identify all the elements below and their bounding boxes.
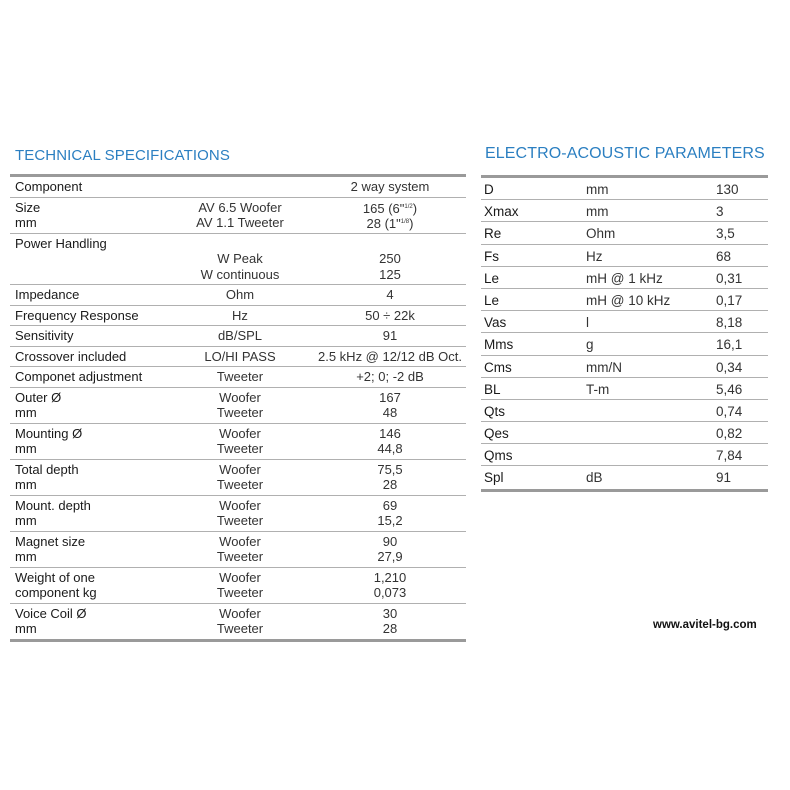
parameter-name: Vas — [484, 315, 507, 331]
spec-row — [10, 198, 466, 234]
spec-value-close: ) — [409, 216, 414, 231]
spec-label: component kg — [15, 585, 97, 600]
spec-value-cell — [310, 287, 470, 303]
spec-unit: Woofer — [219, 569, 261, 585]
spec-line — [10, 462, 466, 478]
spec-label: Componet adjustment — [15, 369, 143, 384]
parameter-unit: Hz — [586, 248, 603, 264]
spec-label: mm — [15, 549, 37, 564]
spec-value-cell — [310, 549, 470, 565]
spec-value: 91 — [382, 328, 398, 343]
spec-value: 28 — [382, 477, 398, 492]
spec-label: Voice Coil Ø — [15, 605, 87, 621]
spec-value-cell — [310, 585, 470, 601]
parameter-row — [481, 245, 768, 267]
spec-label: Frequency Response — [15, 307, 139, 323]
parameter-row — [481, 400, 768, 422]
spec-label: mm — [15, 441, 37, 456]
spec-line — [10, 369, 466, 385]
parameter-value: 8,18 — [716, 315, 743, 331]
parameter-name: Fs — [484, 248, 499, 264]
parameter-row — [481, 222, 768, 244]
spec-line — [10, 426, 466, 442]
spec-row — [10, 234, 466, 286]
spec-value-cell — [310, 390, 470, 406]
spec-line — [10, 179, 466, 195]
spec-row — [10, 388, 466, 424]
parameter-name: Cms — [484, 359, 512, 375]
spec-value-cell — [310, 200, 470, 217]
spec-label: mm — [15, 621, 37, 636]
spec-unit: AV 1.1 Tweeter — [196, 215, 284, 230]
spec-unit: Tweeter — [216, 405, 264, 420]
spec-value-cell — [310, 328, 470, 344]
spec-value: 125 — [379, 266, 401, 282]
spec-label: Mounting Ø — [15, 425, 83, 441]
spec-unit: Woofer — [219, 533, 261, 549]
spec-label: Crossover included — [15, 348, 127, 364]
spec-value: 15,2 — [377, 513, 403, 528]
spec-row — [10, 306, 466, 327]
parameter-value: 3 — [716, 204, 724, 220]
spec-row — [10, 326, 466, 347]
spec-line — [10, 251, 466, 267]
parameter-unit: g — [586, 337, 594, 353]
parameter-name: Le — [484, 270, 500, 286]
parameter-name: Qes — [484, 426, 509, 442]
spec-line — [10, 534, 466, 550]
parameter-unit: mm — [586, 204, 609, 220]
spec-row — [10, 568, 466, 604]
spec-line — [10, 215, 466, 231]
spec-row — [10, 347, 466, 368]
spec-value-cell — [310, 606, 470, 622]
spec-line — [10, 390, 466, 406]
spec-line — [10, 405, 466, 421]
parameter-unit: dB — [586, 470, 603, 486]
spec-value: 0,073 — [373, 585, 407, 600]
parameter-value: 7,84 — [716, 448, 743, 464]
spec-line — [10, 287, 466, 303]
spec-value: 75,5 — [377, 461, 403, 477]
spec-line — [10, 477, 466, 493]
technical-specifications-table — [10, 174, 466, 642]
parameter-unit: l — [586, 315, 589, 331]
spec-line — [10, 349, 466, 365]
parameter-row — [481, 333, 768, 355]
parameter-row — [481, 356, 768, 378]
website-url: www.avitel-bg.com — [653, 619, 757, 631]
parameter-value: 0,34 — [716, 359, 743, 375]
spec-label: mm — [15, 215, 37, 230]
spec-label: Total depth — [15, 461, 79, 477]
spec-unit: Woofer — [219, 497, 261, 513]
spec-value: 2.5 kHz @ 12/12 dB Oct. — [318, 348, 462, 364]
spec-value: 28 — [382, 621, 398, 636]
parameter-name: BL — [484, 381, 501, 397]
spec-value-close: ) — [412, 200, 418, 216]
spec-row — [10, 285, 466, 306]
spec-row — [10, 367, 466, 388]
spec-unit: Tweeter — [216, 513, 264, 528]
spec-value: 250 — [379, 251, 401, 266]
parameter-name: Qms — [484, 448, 513, 464]
spec-value-cell — [310, 251, 470, 267]
electro-acoustic-parameters-table — [481, 175, 768, 492]
spec-label: Impedance — [15, 287, 80, 302]
spec-label: Power Handling — [15, 235, 107, 251]
parameter-row — [481, 267, 768, 289]
spec-value: 165 (6" — [362, 200, 405, 216]
spec-value: 27,9 — [377, 549, 403, 564]
parameter-name: Xmax — [484, 204, 519, 220]
parameter-row — [481, 200, 768, 222]
spec-value: 167 — [379, 389, 401, 405]
spec-value-cell — [310, 426, 470, 442]
parameter-unit: Ohm — [586, 226, 616, 242]
spec-line — [10, 328, 466, 344]
parameter-name: Spl — [484, 470, 504, 486]
spec-label: Sensitivity — [15, 328, 74, 343]
spec-value-cell — [310, 308, 470, 324]
spec-value-cell — [310, 215, 470, 232]
spec-value-cell — [310, 513, 470, 529]
spec-row — [10, 460, 466, 496]
parameter-name: Mms — [484, 337, 514, 353]
parameter-value: 0,74 — [716, 403, 743, 419]
parameter-unit: T-m — [586, 381, 610, 397]
spec-value-cell — [310, 179, 470, 195]
parameter-value: 16,1 — [716, 337, 743, 353]
spec-unit: W continuous — [200, 266, 280, 282]
electro-acoustic-parameters-title: ELECTRO-ACOUSTIC PARAMETERS — [485, 145, 765, 162]
spec-value: 44,8 — [377, 441, 403, 456]
parameter-value: 130 — [716, 182, 739, 197]
spec-line — [10, 621, 466, 637]
spec-unit: dB/SPL — [217, 328, 263, 343]
spec-unit: Tweeter — [216, 549, 264, 564]
spec-value: 28 (1" — [366, 216, 401, 231]
spec-value-cell — [310, 621, 470, 637]
technical-specifications-title: TECHNICAL SPECIFICATIONS — [15, 147, 230, 164]
spec-value: 48 — [382, 405, 398, 420]
spec-value-cell — [310, 498, 470, 514]
parameter-name: Qts — [484, 403, 506, 419]
spec-line — [10, 236, 466, 252]
spec-unit: Tweeter — [216, 477, 264, 492]
spec-unit: Woofer — [219, 389, 261, 405]
spec-value: 30 — [382, 605, 398, 621]
spec-value-fraction: 1/8 — [400, 219, 410, 225]
spec-value: 90 — [382, 533, 398, 549]
spec-unit: Tweeter — [216, 369, 264, 384]
spec-value: +2; 0; -2 dB — [356, 369, 424, 384]
spec-value-cell — [310, 405, 470, 421]
parameter-row — [481, 444, 768, 466]
spec-unit: Tweeter — [216, 441, 264, 456]
parameter-row — [481, 378, 768, 400]
spec-value: 2 way system — [350, 179, 430, 194]
parameter-unit: mH @ 10 kHz — [586, 292, 671, 308]
parameter-value: 0,82 — [716, 426, 743, 442]
parameter-value: 91 — [716, 470, 732, 486]
spec-line — [10, 570, 466, 586]
spec-row — [10, 496, 466, 532]
spec-label: mm — [15, 477, 37, 492]
spec-value-cell — [310, 441, 470, 457]
parameter-value: 0,17 — [716, 292, 743, 308]
spec-unit: Ohm — [225, 287, 255, 302]
spec-line — [10, 267, 466, 283]
spec-label: Magnet size — [15, 533, 86, 549]
spec-label: mm — [15, 513, 37, 528]
spec-unit: Woofer — [219, 605, 261, 621]
spec-value: 69 — [382, 497, 398, 513]
spec-label: Size — [15, 199, 41, 215]
spec-unit: Tweeter — [216, 621, 264, 636]
spec-value: 1,210 — [373, 569, 407, 585]
spec-line — [10, 498, 466, 514]
spec-row — [10, 604, 466, 639]
parameter-unit: mH @ 1 kHz — [586, 270, 663, 286]
spec-line — [10, 585, 466, 601]
spec-line — [10, 200, 466, 216]
parameter-value: 68 — [716, 248, 732, 264]
spec-label: Component — [15, 179, 83, 194]
parameter-row — [481, 289, 768, 311]
spec-value-cell — [310, 462, 470, 478]
spec-value: 146 — [379, 425, 401, 441]
spec-line — [10, 441, 466, 457]
parameter-row — [481, 466, 768, 488]
spec-line — [10, 549, 466, 565]
spec-unit: W Peak — [217, 251, 263, 266]
spec-value-cell — [310, 477, 470, 493]
spec-unit: Tweeter — [216, 585, 264, 600]
spec-label: Weight of one — [15, 569, 95, 585]
spec-value-cell — [310, 349, 470, 365]
spec-row — [10, 532, 466, 568]
parameter-value: 3,5 — [716, 226, 735, 242]
spec-value-cell — [310, 267, 470, 283]
parameter-name: Re — [484, 226, 502, 242]
parameter-unit: mm — [586, 182, 609, 197]
spec-unit: Hz — [232, 307, 248, 323]
spec-label: Outer Ø — [15, 389, 62, 405]
spec-value-cell — [310, 570, 470, 586]
spec-row — [10, 177, 466, 198]
spec-value: 50 ÷ 22k — [365, 307, 415, 323]
spec-value-cell — [310, 369, 470, 385]
spec-value: 4 — [386, 287, 394, 302]
spec-unit: AV 6.5 Woofer — [198, 199, 282, 215]
spec-label: mm — [15, 405, 37, 420]
parameter-name: D — [484, 182, 494, 197]
parameter-unit: mm/N — [586, 359, 622, 375]
parameter-name: Le — [484, 292, 500, 308]
spec-unit: Woofer — [219, 425, 261, 441]
spec-line — [10, 308, 466, 324]
parameter-row — [481, 178, 768, 200]
spec-unit: Woofer — [219, 461, 261, 477]
spec-line — [10, 513, 466, 529]
parameter-value: 0,31 — [716, 270, 743, 286]
parameter-row — [481, 422, 768, 444]
parameter-row — [481, 311, 768, 333]
spec-value-cell — [310, 534, 470, 550]
spec-line — [10, 606, 466, 622]
parameter-value: 5,46 — [716, 381, 743, 397]
spec-value-fraction: 1/2 — [404, 203, 413, 210]
spec-unit: LO/HI PASS — [204, 348, 276, 364]
spec-row — [10, 424, 466, 460]
spec-label: Mount. depth — [15, 497, 91, 513]
